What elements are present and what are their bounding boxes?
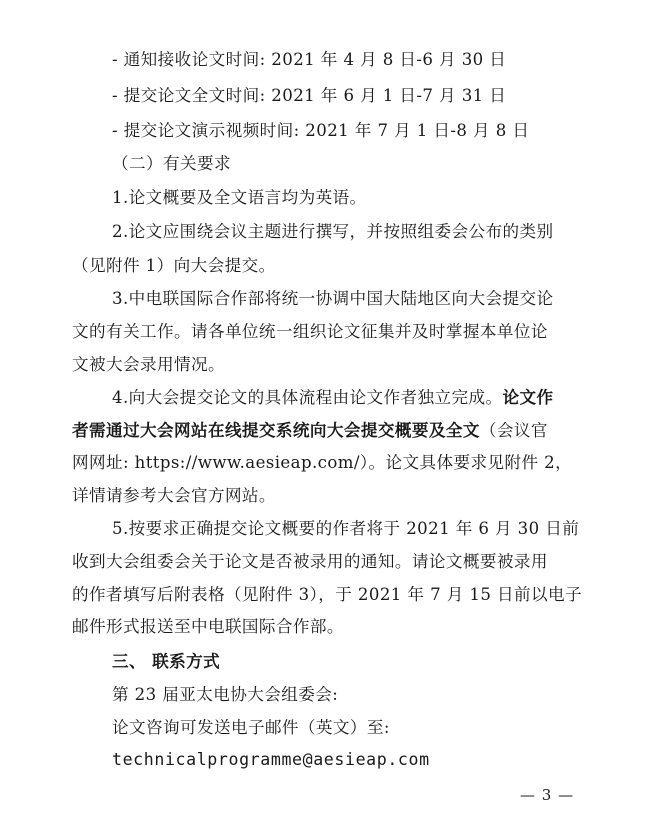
requirement-5-line-2: 收到大会组委会关于论文是否被录用的通知。请论文概要被录用 — [72, 552, 548, 571]
requirement-2-line-1: 2.论文应围绕会议主题进行撰写，并按照组委会公布的类别 — [112, 222, 554, 241]
requirement-4-line-4: 详情请参考大会官方网站。 — [72, 486, 276, 505]
requirement-4-emphasis-end: 者需通过大会网站在线提交系统向大会提交概要及全文 — [72, 420, 480, 440]
requirement-3-line-1: 3.中电联国际合作部将统一协调中国大陆地区向大会提交论 — [112, 289, 554, 308]
requirement-4-website-prefix: （会议官 — [479, 421, 548, 440]
requirement-5-line-1: 5.按要求正确提交论文概要的作者将于 2021 年 6 月 30 日前 — [112, 519, 580, 538]
requirement-2-line-2: （见附件 1）向大会提交。 — [72, 256, 276, 275]
requirement-4-line-1 — [112, 387, 553, 408]
requirement-3-line-3: 文被大会录用情况。 — [72, 355, 225, 374]
requirement-5-line-3: 的作者填写后附表格（见附件 3），于 2021 年 7 月 15 日前以电子 — [72, 585, 582, 604]
contact-organization: 第 23 届亚太电协大会组委会: — [112, 685, 339, 704]
requirement-4-line-3: 网网址: https://www.aesieap.com/）。论文具体要求见附件 2， — [72, 453, 573, 472]
requirement-1: 1.论文概要及全文语言均为英语。 — [112, 188, 367, 207]
timeline-fulltext: - 提交论文全文时间: 2021 年 6 月 1 日-7 月 31 日 — [112, 86, 507, 105]
requirement-4-emphasis-start: 论文作 — [502, 387, 554, 407]
requirement-4-text: 4.向大会提交论文的具体流程由论文作者独立完成。 — [112, 388, 503, 407]
section-heading-requirements: （二）有关要求 — [112, 154, 231, 173]
contact-email: technicalprogramme@aesieap.com — [112, 750, 430, 769]
requirement-5-line-4: 邮件形式报送至中电联国际合作部。 — [72, 617, 344, 636]
section-heading-contact: 三、 联系方式 — [112, 651, 221, 671]
contact-instruction: 论文咨询可发送电子邮件（英文）至: — [112, 718, 390, 737]
timeline-video: - 提交论文演示视频时间: 2021 年 7 月 1 日-8 月 8 日 — [112, 121, 530, 140]
timeline-notice: - 通知接收论文时间: 2021 年 4 月 8 日-6 月 30 日 — [112, 50, 507, 69]
page-number: — 3 — — [520, 786, 575, 804]
requirement-3-line-2: 文的有关工作。请各单位统一组织论文征集并及时掌握本单位论 — [72, 322, 548, 341]
requirement-4-line-2 — [72, 420, 548, 441]
